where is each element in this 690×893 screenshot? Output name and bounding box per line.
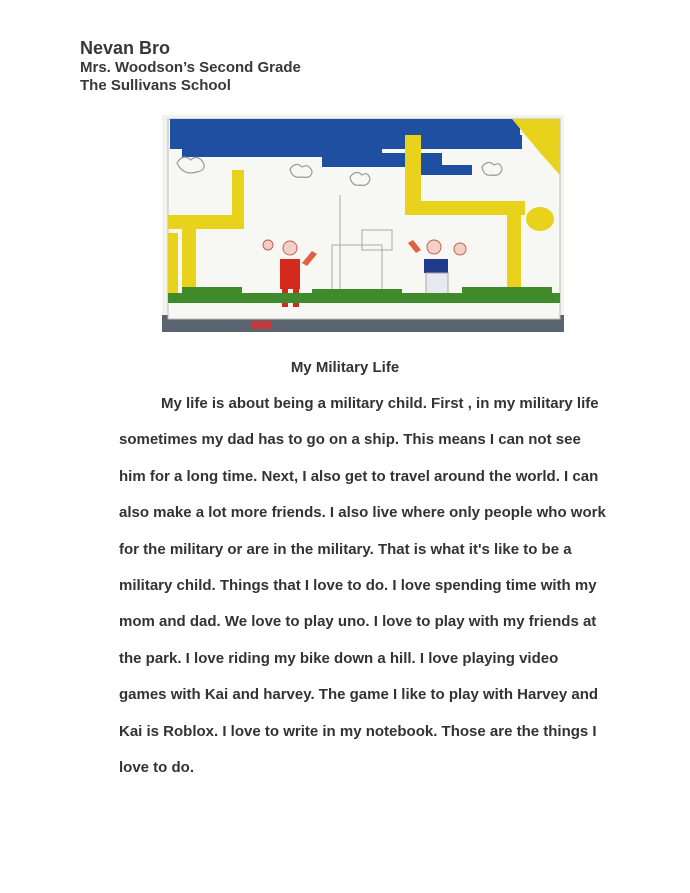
author-name: Nevan Bro [80,38,171,58]
school-name: The Sullivans School [80,77,231,94]
grass [168,287,560,303]
essay-title: My Military Life [290,359,400,376]
document-header [80,38,301,95]
child-drawing-illustration [162,115,564,332]
teacher-class: Mrs. Woodson’s Second Grade [80,59,301,76]
essay-body: My life is about being a military child. First , in my military life sometimes my dad has to go on a ship. This means I can not see him for a long time. Next, I also get to travel around the world. I can also make a lot more friends. I also live where only people who work for the military or are in the military. That is what it's like to be a military child. Things that I love to do. I love spending time with my mom and dad. We love to play uno. I love to play with my friends at the park. I love riding my bike down a hill. I love playing video games with Kai and harvey. The game I like to play with Harvey and Kai is Roblox. I love to write in my notebook. Those are the things I love to do. [119,395,606,777]
